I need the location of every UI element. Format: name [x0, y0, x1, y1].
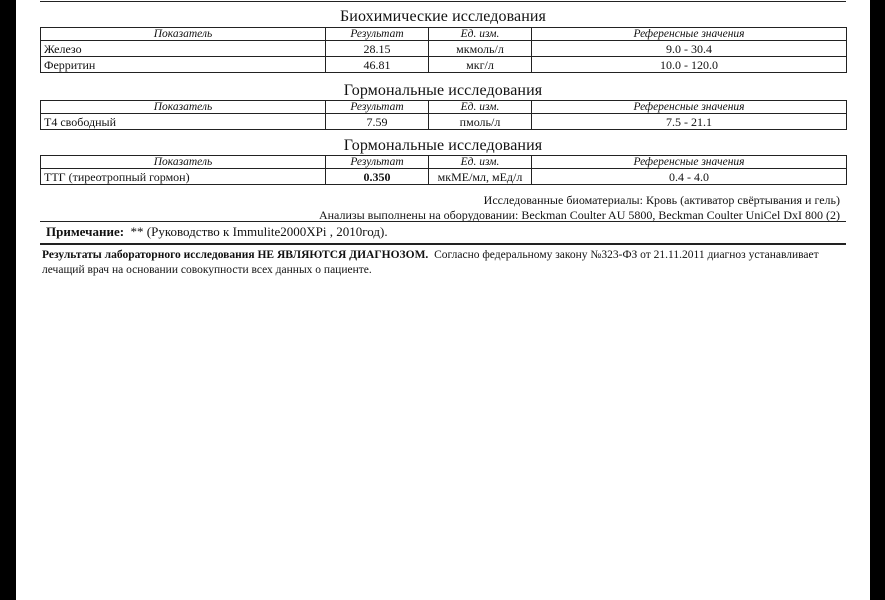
table-header [41, 28, 847, 41]
results-table-hormonal-2 [40, 155, 847, 185]
note-text: ** (Руководство к Immulite2000XPi , 2010год). [130, 224, 388, 239]
row-unit: пмоль/л [429, 114, 532, 130]
col-unit: Ед. изм. [429, 156, 532, 169]
row-result: 7.59 [326, 114, 429, 130]
col-result: Результат [326, 156, 429, 169]
col-unit: Ед. изм. [429, 101, 532, 114]
row-name: Т4 свободный [41, 114, 326, 130]
col-result: Результат [326, 28, 429, 41]
disclaimer [42, 248, 845, 277]
disclaimer-text: Согласно федеральному закону №323-ФЗ от 21.11.2011 диагноз устанавливает лечащий врач на основании совокупности всех данных о пациенте. [42, 249, 819, 276]
row-unit: мкмоль/л [429, 41, 532, 57]
table-header [41, 101, 847, 114]
disclaimer-divider [40, 243, 846, 245]
col-reference: Референсные значения [532, 28, 847, 41]
results-table-hormonal-1 [40, 100, 847, 130]
section-title-hormonal-2: Гормональные исследования [343, 137, 543, 154]
biomaterial-info: Исследованные биоматериалы: Кровь (активатор свёртывания и гель) [483, 193, 840, 207]
row-reference: 10.0 - 120.0 [532, 57, 847, 73]
row-unit: мкг/л [429, 57, 532, 73]
top-divider [40, 1, 846, 2]
row-reference: 7.5 - 21.1 [532, 114, 847, 130]
col-indicator: Показатель [41, 101, 326, 114]
section-title-biochemical: Биохимические исследования [340, 8, 546, 25]
results-table-biochemical [40, 27, 847, 73]
col-indicator: Показатель [41, 156, 326, 169]
row-reference: 0.4 - 4.0 [532, 169, 847, 185]
note-label: Примечание: [46, 224, 125, 239]
row-name: Ферритин [41, 57, 326, 73]
table-row [41, 169, 847, 185]
note [46, 224, 388, 240]
col-reference: Референсные значения [532, 101, 847, 114]
document-page [16, 0, 870, 600]
table-header [41, 156, 847, 169]
note-divider [40, 221, 846, 222]
row-name: ТТГ (тиреотропный гормон) [41, 169, 326, 185]
table-row [41, 41, 847, 57]
col-unit: Ед. изм. [429, 28, 532, 41]
disclaimer-bold: Результаты лабораторного исследования НЕ ЯВЛЯЮТСЯ ДИАГНОЗОМ. [42, 249, 429, 261]
table-row [41, 57, 847, 73]
col-result: Результат [326, 101, 429, 114]
row-unit: мкМЕ/мл, мЕд/л [429, 169, 532, 185]
section-title-hormonal-1: Гормональные исследования [343, 82, 543, 99]
col-indicator: Показатель [41, 28, 326, 41]
row-name: Железо [41, 41, 326, 57]
row-reference: 9.0 - 30.4 [532, 41, 847, 57]
row-result: 0.350 [326, 169, 429, 185]
equipment-info: Анализы выполнены на оборудовании: Beckman Coulter AU 5800, Beckman Coulter UniCel DxI 800 (2) [318, 208, 840, 222]
row-result: 28.15 [326, 41, 429, 57]
table-row [41, 114, 847, 130]
row-result: 46.81 [326, 57, 429, 73]
col-reference: Референсные значения [532, 156, 847, 169]
